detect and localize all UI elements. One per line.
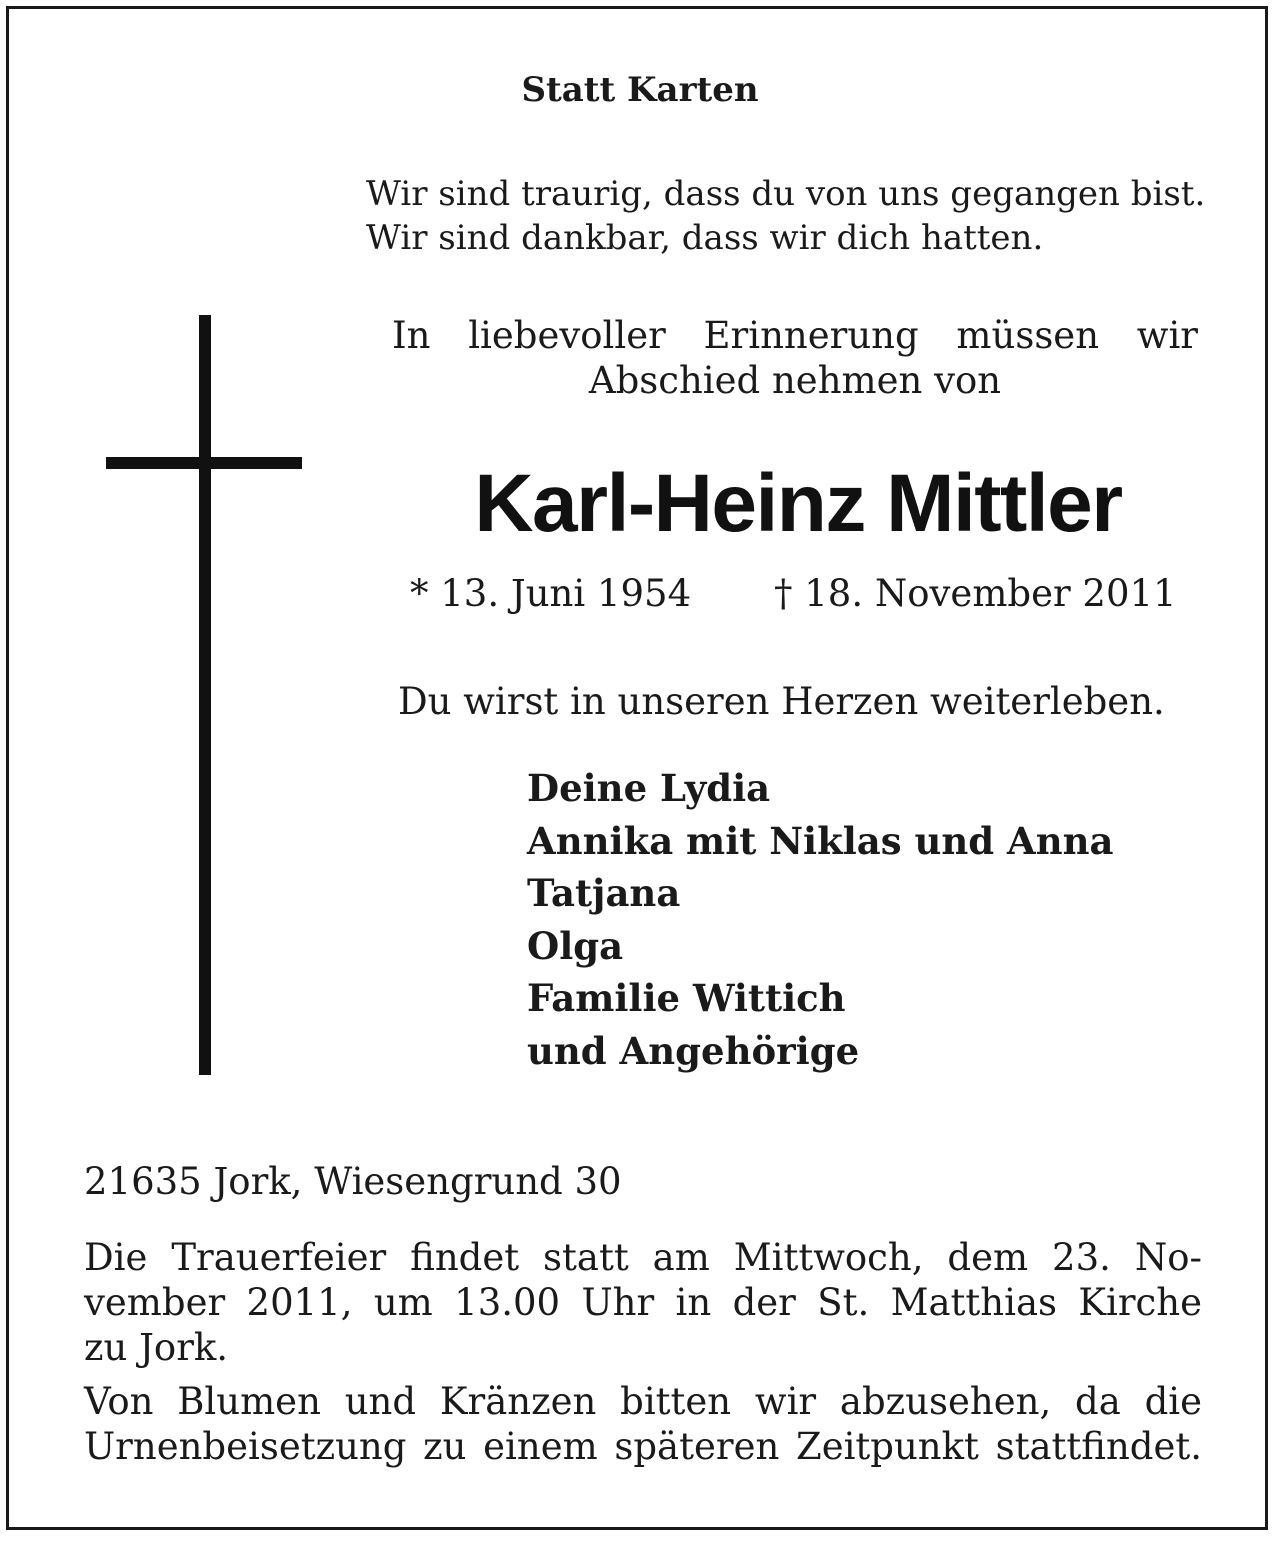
mourner-item: Annika mit Niklas und Anna [527, 818, 1114, 863]
birth-date: * 13. Juni 1954 [410, 572, 692, 615]
mourner-item: Deine Lydia [527, 766, 771, 810]
funeral-paragraph [84, 1235, 1202, 1370]
intro-block [392, 313, 1198, 403]
paragraph-line: Die Trauerfeier findet statt am Mittwoch, dem 23. No- [84, 1236, 1202, 1279]
cross-horizontal-bar [106, 457, 302, 469]
quote-block [366, 172, 1205, 260]
mourner-item: Familie Wittich [527, 976, 846, 1020]
paragraph-line: Von Blumen und Kränzen bitten wir abzusehen, da die [84, 1380, 1202, 1423]
paragraph-line: Urnenbeisetzung zu einem späteren Zeitpunkt stattfindet. [84, 1425, 1202, 1468]
quote-line: Wir sind traurig, dass du von uns gegangen bist. [366, 174, 1206, 214]
cross-vertical-bar [199, 315, 211, 1075]
intro-line: Abschied nehmen von [588, 359, 1002, 402]
death-date: † 18. November 2011 [774, 572, 1177, 615]
header-statt-karten: Statt Karten [521, 70, 759, 110]
mourner-item: Tatjana [527, 871, 681, 915]
quote-line: Wir sind dankbar, dass wir dich hatten. [366, 218, 1044, 258]
flowers-paragraph [84, 1379, 1202, 1469]
mourners-list [527, 762, 1114, 1077]
intro-line: In liebevoller Erinnerung müssen wir [392, 314, 1198, 357]
mourner-item: Olga [527, 923, 624, 968]
paragraph-line: zu Jork. [84, 1326, 229, 1369]
mourner-item: und Angehörige [527, 1028, 860, 1073]
deceased-name: Karl-Heinz Mittler [474, 458, 1122, 549]
address: 21635 Jork, Wiesengrund 30 [84, 1160, 622, 1203]
paragraph-line: vember 2011, um 13.00 Uhr in der St. Matthias Kirche [84, 1281, 1202, 1324]
motto: Du wirst in unseren Herzen weiterleben. [398, 680, 1165, 723]
